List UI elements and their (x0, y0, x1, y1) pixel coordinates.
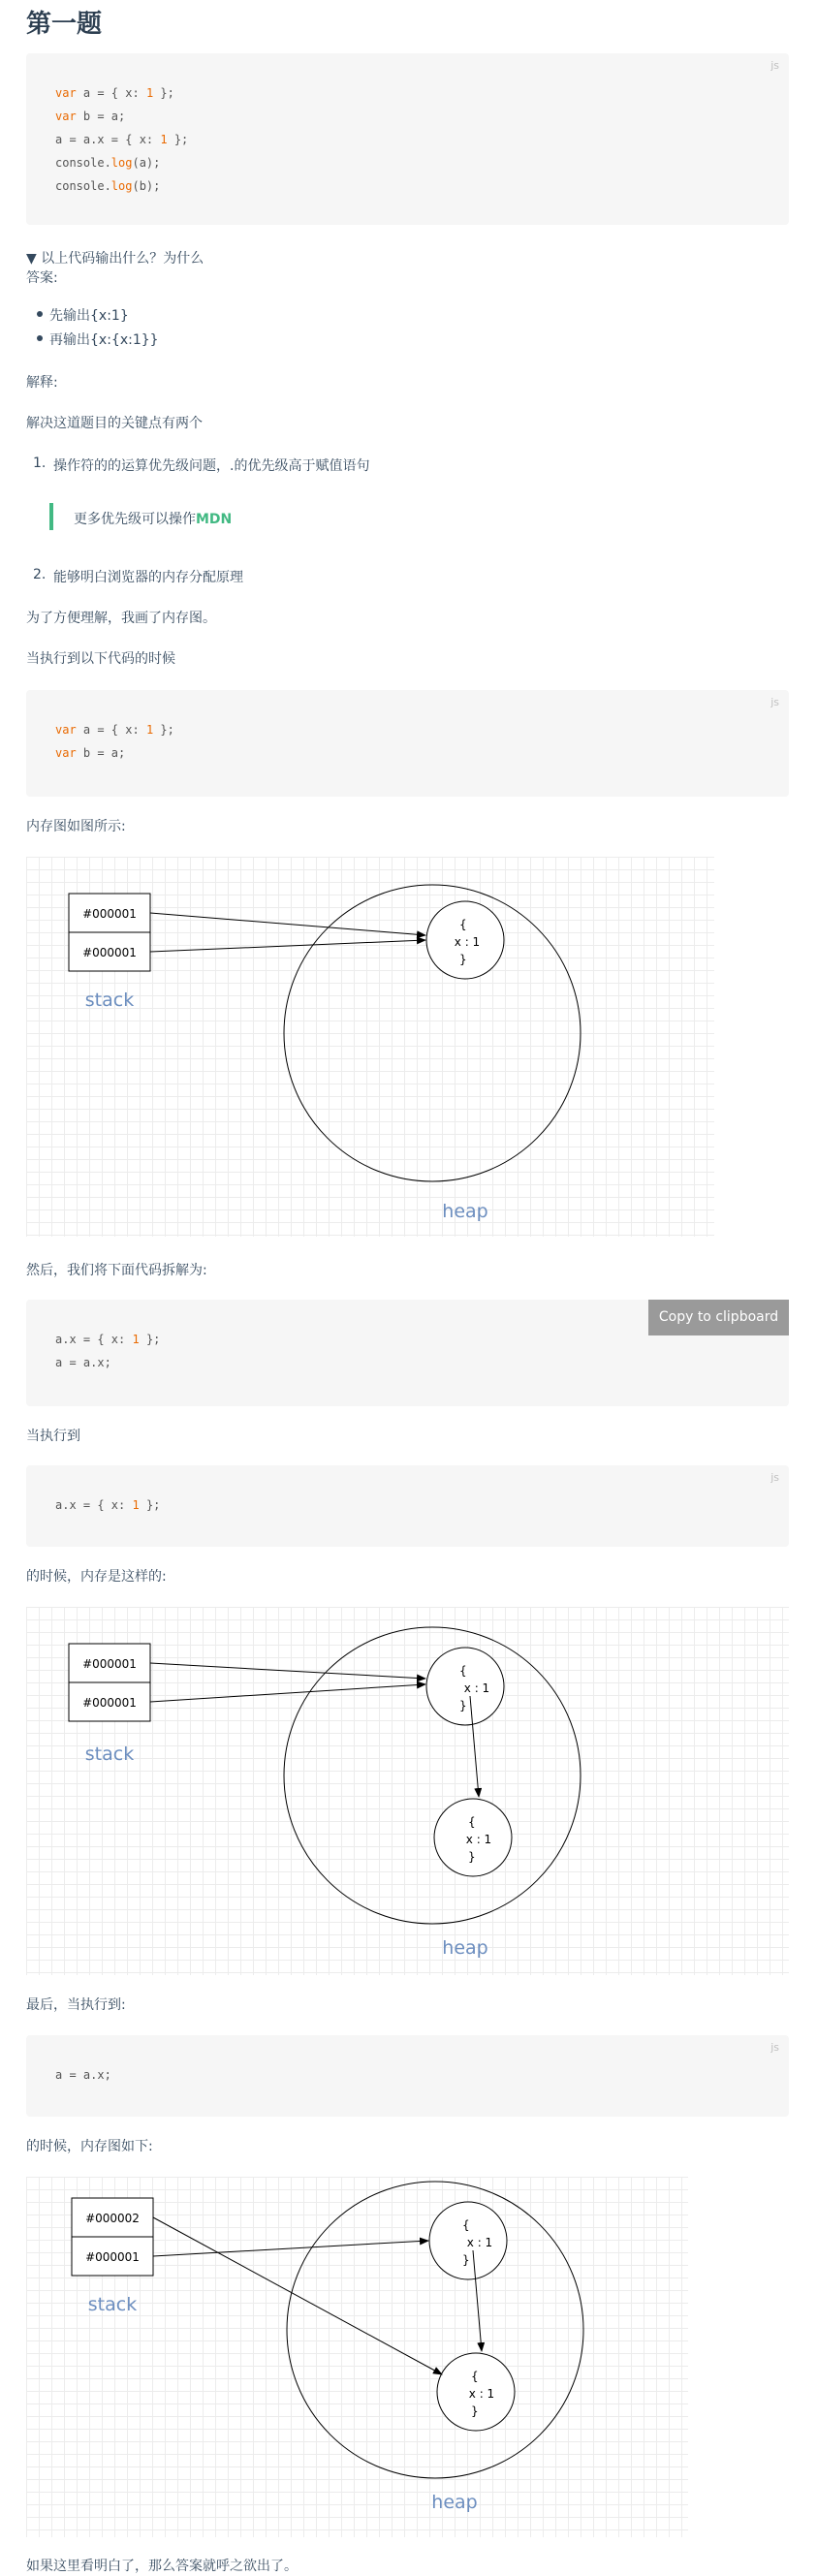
heap-label: heap (442, 1201, 488, 1222)
pointer-arrow (150, 913, 425, 935)
paragraph: 的时候，内存是这样的: (26, 1569, 167, 1585)
heap-label: heap (442, 1937, 488, 1959)
code-line: var a = { x: 1 }; (55, 723, 174, 737)
pointer-arrow (153, 2217, 442, 2374)
code-line: a = a.x; (55, 2068, 111, 2082)
bullet (37, 335, 43, 341)
object-body: x : 1 (465, 1833, 492, 1846)
paragraph: 为了方便理解，我画了内存图。 (26, 611, 216, 626)
explain-label: 解释: (26, 375, 58, 391)
paragraph: 如果这里看明白了，那么答案就呼之欲出了。 (26, 2559, 298, 2574)
code-block-1 (26, 53, 789, 225)
code-block-2 (26, 690, 789, 797)
details-summary[interactable]: ▼ 以上代码输出什么？为什么 (26, 251, 204, 267)
object-brace: { (459, 1664, 467, 1678)
memory-diagram-2-svg (26, 1607, 789, 1975)
object-brace: } (459, 1699, 467, 1712)
code-lang-label: js (770, 696, 779, 708)
pointer-arrow (153, 2241, 428, 2256)
heap-label: heap (431, 2492, 478, 2513)
code-block-4 (26, 1465, 789, 1547)
stack-label: stack (87, 2294, 138, 2315)
stack-address: #000001 (82, 907, 137, 921)
code-line: var a = { x: 1 }; (55, 86, 174, 100)
paragraph: 当执行到 (26, 1429, 80, 1444)
answer-label: 答案: (26, 270, 58, 286)
object-brace: { (459, 918, 467, 931)
point-number: 1. (33, 456, 47, 471)
stack-label: stack (84, 990, 135, 1011)
object-brace: { (471, 2370, 479, 2383)
blockquote-bar (49, 503, 53, 530)
paragraph: 当执行到以下代码的时候 (26, 651, 175, 667)
blockquote-text: 更多优先级可以操作MDN (74, 512, 233, 527)
code-line: console.log(b); (55, 179, 161, 193)
copy-to-clipboard-button[interactable]: Copy to clipboard (648, 1300, 789, 1335)
object-brace: } (471, 2404, 479, 2418)
code-line: a = a.x; (55, 1356, 111, 1369)
pointer-arrow (150, 1684, 425, 1702)
stack-address: #000001 (82, 1657, 137, 1671)
object-body: x : 1 (466, 2236, 493, 2249)
object-brace: } (459, 953, 467, 966)
stack-address: #000001 (82, 1696, 137, 1710)
stack-address: #000001 (85, 2250, 140, 2264)
object-body: x : 1 (454, 935, 481, 949)
code-line: var b = a; (55, 110, 126, 123)
code-line: console.log(a); (55, 156, 161, 170)
paragraph: 然后，我们将下面代码拆解为: (26, 1263, 207, 1278)
paragraph: 最后，当执行到: (26, 1997, 126, 2013)
page-title: 第一题 (26, 10, 103, 39)
code-lang-label: js (770, 2041, 779, 2054)
point-number: 2. (33, 567, 47, 582)
pointer-arrow (150, 1663, 425, 1679)
stack-address: #000001 (82, 946, 137, 959)
code-line: a.x = { x: 1 }; (55, 1498, 161, 1512)
code-line: a = a.x = { x: 1 }; (55, 133, 189, 146)
code-lang-label: js (770, 1471, 779, 1484)
point-1: 操作符的的运算优先级问题，.的优先级高于赋值语句 (53, 458, 370, 474)
object-brace: } (468, 1850, 476, 1864)
stack-label: stack (84, 1744, 135, 1765)
key-points-intro: 解决这道题目的关键点有两个 (26, 416, 203, 431)
object-brace: { (462, 2218, 470, 2232)
paragraph: 内存图如图所示: (26, 819, 126, 834)
object-brace: } (462, 2253, 470, 2267)
memory-diagram-3-svg (26, 2177, 688, 2537)
object-brace: { (468, 1815, 476, 1829)
code-line: var b = a; (55, 746, 126, 760)
code-block-5 (26, 2035, 789, 2117)
mdn-link[interactable]: MDN (196, 512, 233, 527)
code-line: a.x = { x: 1 }; (55, 1333, 161, 1346)
point-2: 能够明白浏览器的内存分配原理 (53, 570, 243, 585)
bullet (37, 311, 43, 317)
answer-item: 先输出{x:1} (49, 308, 129, 324)
code-lang-label: js (770, 59, 779, 72)
stack-address: #000002 (85, 2212, 140, 2225)
memory-diagram-1-svg (26, 857, 714, 1237)
paragraph: 的时候，内存图如下: (26, 2139, 153, 2154)
pointer-arrow (150, 940, 425, 952)
answer-item: 再输出{x:{x:1}} (49, 332, 159, 348)
object-body: x : 1 (463, 1681, 490, 1695)
object-body: x : 1 (468, 2387, 495, 2401)
